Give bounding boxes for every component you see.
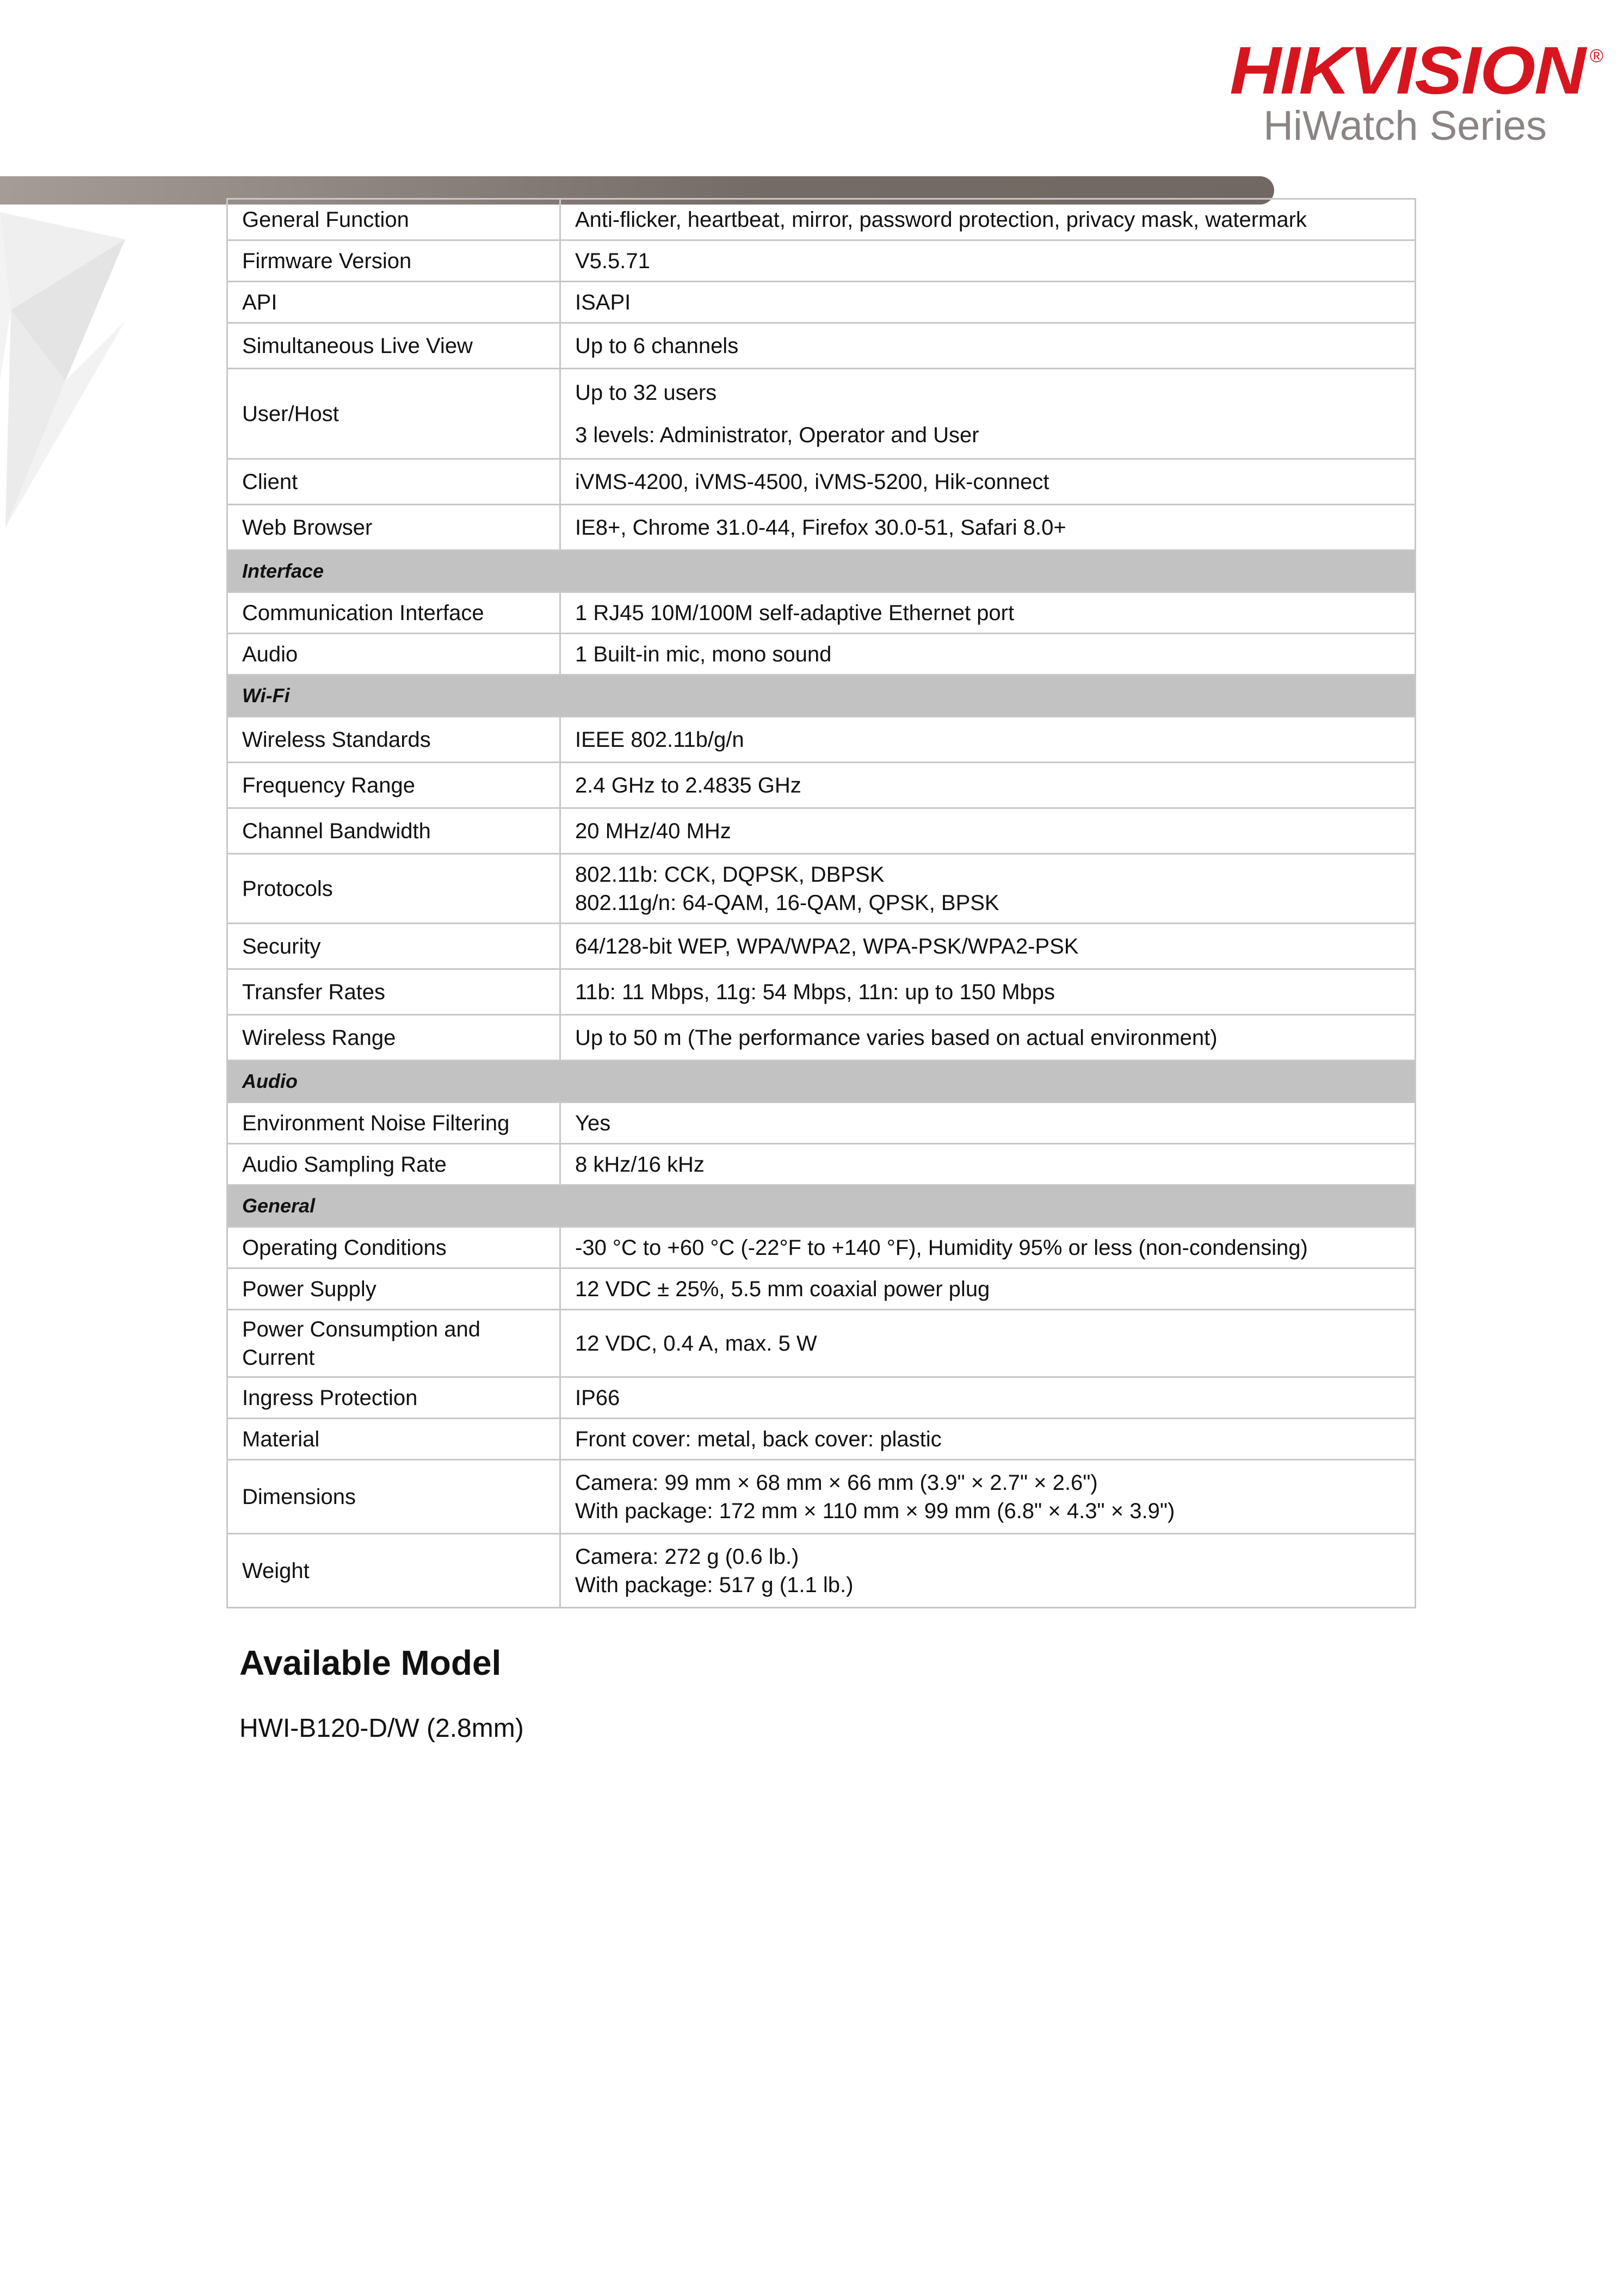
spec-value-line: 802.11g/n: 64-QAM, 16-QAM, QPSK, BPSK (575, 890, 999, 915)
spec-row (227, 282, 1416, 323)
brand-logo (1182, 33, 1603, 152)
spec-row (227, 240, 1416, 282)
spec-value (560, 282, 1416, 323)
spec-row (227, 1419, 1416, 1460)
brand-name: HIKVISION (1230, 33, 1585, 108)
spec-label: Client (227, 459, 560, 505)
spec-value-line: 3 levels: Administrator, Operator and User (575, 423, 979, 447)
spec-row (227, 1015, 1416, 1061)
spec-value-line: IE8+, Chrome 31.0-44, Firefox 30.0-51, Safari 8.0+ (575, 515, 1066, 540)
spec-label: Firmware Version (227, 240, 560, 282)
spec-label: User/Host (227, 369, 560, 459)
spec-label: Protocols (227, 854, 560, 924)
spec-row (227, 1377, 1416, 1419)
spec-row (227, 969, 1416, 1015)
spec-value (560, 634, 1416, 675)
spec-value (560, 240, 1416, 282)
spec-value-line: 1 Built-in mic, mono sound (575, 642, 832, 666)
spec-value (560, 1103, 1416, 1144)
decorative-triangles (0, 201, 131, 539)
spec-label: Channel Bandwidth (227, 808, 560, 854)
spec-value (560, 1227, 1416, 1268)
spec-value (560, 369, 1416, 459)
spec-label: Power Consumption and Current (227, 1310, 560, 1377)
spec-row (227, 505, 1416, 550)
spec-value-line: ISAPI (575, 290, 631, 314)
spec-value-line: V5.5.71 (575, 249, 650, 273)
spec-row (227, 1268, 1416, 1310)
spec-value-line: 8 kHz/16 kHz (575, 1152, 705, 1177)
spec-table (226, 198, 1416, 1608)
spec-row (227, 924, 1416, 969)
spec-label: Frequency Range (227, 763, 560, 808)
section-title: Audio (227, 1061, 1416, 1103)
spec-label: Power Supply (227, 1268, 560, 1310)
spec-value (560, 717, 1416, 763)
spec-label: Security (227, 924, 560, 969)
spec-value-line: 12 VDC, 0.4 A, max. 5 W (575, 1331, 817, 1356)
spec-value (560, 1460, 1416, 1534)
spec-label: API (227, 282, 560, 323)
spec-label: Material (227, 1419, 560, 1460)
spec-row (227, 1227, 1416, 1268)
spec-value (560, 808, 1416, 854)
spec-label: Ingress Protection (227, 1377, 560, 1419)
spec-label: Wireless Standards (227, 717, 560, 763)
spec-value-line: 1 RJ45 10M/100M self-adaptive Ethernet port (575, 601, 1015, 625)
spec-value-line: -30 °C to +60 °C (-22°F to +140 °F), Humidity 95% or less (non-condensing) (575, 1235, 1308, 1260)
spec-value (560, 1419, 1416, 1460)
available-model-name: HWI-B120-D/W (2.8mm) (239, 1714, 524, 1743)
spec-value-line: Camera: 272 g (0.6 lb.) (575, 1544, 799, 1569)
spec-value-line: Up to 32 users (575, 380, 717, 405)
section-title: Wi-Fi (227, 675, 1416, 717)
section-header (227, 1061, 1416, 1103)
section-header (227, 1185, 1416, 1227)
spec-label: Wireless Range (227, 1015, 560, 1061)
spec-value (560, 1377, 1416, 1419)
section-header (227, 675, 1416, 717)
spec-row (227, 592, 1416, 634)
spec-value-line: Up to 6 channels (575, 333, 739, 358)
spec-label: Environment Noise Filtering (227, 1103, 560, 1144)
spec-label: Transfer Rates (227, 969, 560, 1015)
spec-table-body (227, 199, 1416, 1608)
spec-label: General Function (227, 199, 560, 240)
spec-label: Audio Sampling Rate (227, 1144, 560, 1185)
spec-row (227, 459, 1416, 505)
spec-value (560, 459, 1416, 505)
spec-value-line: Yes (575, 1111, 611, 1135)
spec-value-line: With package: 517 g (1.1 lb.) (575, 1573, 854, 1597)
spec-value-line: iVMS-4200, iVMS-4500, iVMS-5200, Hik-connect (575, 469, 1049, 494)
spec-value-line: IEEE 802.11b/g/n (575, 727, 744, 752)
section-title: Interface (227, 550, 1416, 592)
spec-row (227, 808, 1416, 854)
spec-value (560, 199, 1416, 240)
spec-label: Web Browser (227, 505, 560, 550)
spec-value (560, 1310, 1416, 1377)
series-name: HiWatch Series (1263, 103, 1547, 149)
spec-value (560, 1015, 1416, 1061)
spec-value-line: Up to 50 m (The performance varies based on actual environment) (575, 1025, 1218, 1050)
spec-row (227, 1103, 1416, 1144)
spec-value (560, 1534, 1416, 1608)
registered-mark: ® (1589, 46, 1603, 66)
spec-value-line: With package: 172 mm × 110 mm × 99 mm (6.8" × 4.3" × 3.9") (575, 1499, 1175, 1523)
spec-row (227, 369, 1416, 459)
spec-value (560, 924, 1416, 969)
spec-value-line: 64/128-bit WEP, WPA/WPA2, WPA-PSK/WPA2-PSK (575, 934, 1079, 958)
spec-row (227, 1144, 1416, 1185)
spec-value (560, 1144, 1416, 1185)
spec-label: Operating Conditions (227, 1227, 560, 1268)
section-header (227, 550, 1416, 592)
spec-value-line: 11b: 11 Mbps, 11g: 54 Mbps, 11n: up to 150 Mbps (575, 980, 1055, 1004)
spec-value-line: IP66 (575, 1385, 620, 1410)
spec-value-line: Camera: 99 mm × 68 mm × 66 mm (3.9" × 2.7" × 2.6") (575, 1470, 1098, 1495)
spec-row (227, 323, 1416, 369)
spec-value-line: 12 VDC ± 25%, 5.5 mm coaxial power plug (575, 1277, 990, 1301)
spec-row (227, 634, 1416, 675)
spec-row (227, 763, 1416, 808)
spec-value (560, 1268, 1416, 1310)
spec-value-line: 2.4 GHz to 2.4835 GHz (575, 773, 801, 797)
spec-value (560, 505, 1416, 550)
spec-label: Simultaneous Live View (227, 323, 560, 369)
spec-value (560, 592, 1416, 634)
spec-row (227, 1310, 1416, 1377)
spec-row (227, 854, 1416, 924)
spec-row (227, 199, 1416, 240)
spec-value-line: Anti-flicker, heartbeat, mirror, password protection, privacy mask, watermark (575, 207, 1307, 232)
spec-value (560, 323, 1416, 369)
spec-label: Dimensions (227, 1460, 560, 1534)
spec-label: Audio (227, 634, 560, 675)
section-title: General (227, 1185, 1416, 1227)
spec-label: Communication Interface (227, 592, 560, 634)
spec-row (227, 1460, 1416, 1534)
available-model-title: Available Model (239, 1643, 502, 1682)
spec-value (560, 763, 1416, 808)
spec-value (560, 969, 1416, 1015)
spec-value-line: Front cover: metal, back cover: plastic (575, 1427, 942, 1451)
spec-row (227, 1534, 1416, 1608)
spec-row (227, 717, 1416, 763)
spec-value-line: 802.11b: CCK, DQPSK, DBPSK (575, 862, 885, 887)
spec-value-line: 20 MHz/40 MHz (575, 819, 731, 843)
spec-value (560, 854, 1416, 924)
spec-label: Weight (227, 1534, 560, 1608)
